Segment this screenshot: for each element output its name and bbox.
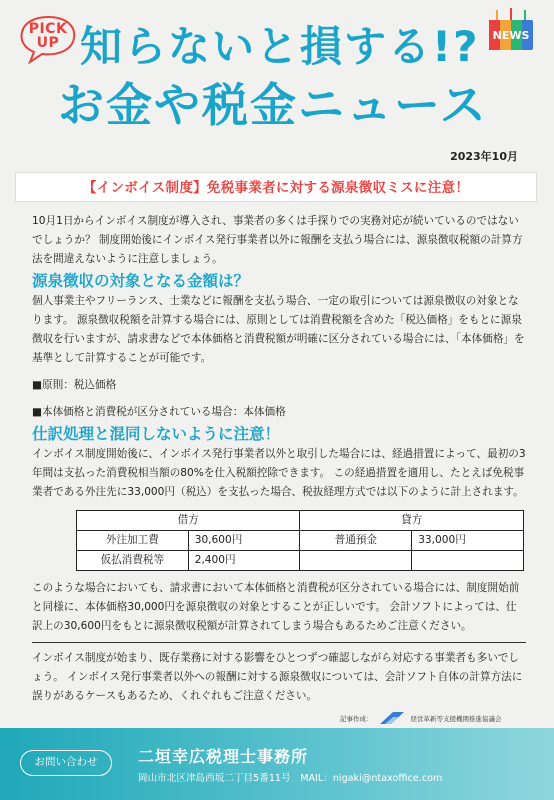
section2-paragraph: インボイス制度開始後に、インボイス発行事業者以外と取引した場合には、経過措置によって、最初の3年間は支払った消費税相当額の80%を仕入税額控除できます。 この経過措置を適用し、たとえば免税事業者である外注先に33,000円（税込）を支払った場合、税抜経理方式では以下のように計上されます。 bbox=[32, 448, 526, 498]
article-body bbox=[32, 212, 526, 706]
after-table-paragraph: このような場合においても、請求書において本体価格と消費税が区分されている場合には、制度開始前と同様に、本体価格30,000円を源泉徴収の対象とすることが正しいです。 会計ソフトによっては、仕訳上の30,600円をもとに源泉徴収税額が計算されてしまう場合もあるためご注意ください。 bbox=[32, 582, 520, 632]
table-cell: 30,600円 bbox=[188, 531, 300, 551]
main-title-line2: お金や税金ニュース bbox=[58, 78, 488, 132]
intro-paragraph: 10月1日からインボイス制度が導入され、事業者の多くは手探りでの実務対応が続いているのではないでしょうか？ 制度開始後にインボイス発行事業者以外に報酬を支払う場合には、源泉徴収税額の計算方法を間違えないように注意しましょう。 bbox=[32, 215, 523, 265]
journal-entry-table bbox=[76, 510, 524, 571]
table-cell: 仮払消費税等 bbox=[77, 551, 189, 571]
main-title-line1: 知らないと損する!? bbox=[80, 22, 480, 71]
pickup-text-line2: UP bbox=[36, 35, 60, 51]
office-address: 岡山市北区津島西坂二丁目5番11号 MAIL：nigaki@ntaxoffice.com bbox=[138, 773, 443, 784]
office-name: 二垣幸広税理士事務所 bbox=[138, 747, 309, 766]
author-credit bbox=[340, 711, 502, 725]
debit-header: 借方 bbox=[77, 511, 300, 531]
headline-banner bbox=[15, 172, 537, 202]
table-row bbox=[77, 531, 524, 551]
issue-date: 2023年10月 bbox=[450, 150, 518, 163]
rule-separated: ■本体価格と消費税が区分されている場合：本体価格 bbox=[32, 406, 286, 418]
closing-paragraph: インボイス制度が始まり、既存業務に対する影響をひとつずつ確認しながら対応する事業者も多いでしょう。 インボイス発行事業者以外への報酬に対する源泉徴収については、会計ソフト自体の計算方法に誤りがあるケースもあるため、くれぐれもご注意ください。 bbox=[32, 652, 523, 702]
table-header-row bbox=[77, 511, 524, 531]
author-label: 記事作成： bbox=[340, 714, 373, 723]
section1-paragraph: 個人事業主やフリーランス、士業などに報酬を支払う場合、一定の取引については源泉徴収の対象となります。 源泉徴収税額を計算する場合には、原則としては消費税額を含めた「税込価格」をもとに源泉徴収を行いますが、請求書などで本体価格と消費税額が明確に区分されている場合には、「本体価格」を基準として計算することが可能です。 bbox=[32, 295, 525, 364]
org-logo-icon bbox=[379, 711, 405, 725]
table-cell: 外注加工費 bbox=[77, 531, 189, 551]
table-cell: 33,000円 bbox=[412, 531, 524, 551]
table-cell bbox=[300, 551, 412, 571]
divider bbox=[32, 642, 526, 643]
credit-header: 貸方 bbox=[300, 511, 524, 531]
contact-button[interactable]: お問い合わせ bbox=[20, 750, 112, 776]
headline-text: 【インボイス制度】免税事業者に対する源泉徴収ミスに注意！ bbox=[82, 180, 470, 196]
pickup-badge bbox=[18, 14, 78, 64]
section2-heading: 仕訳処理と混同しないように注意！ bbox=[32, 425, 281, 443]
table-cell bbox=[412, 551, 524, 571]
table-cell: 2,400円 bbox=[188, 551, 300, 571]
section1-heading: 源泉徴収の対象となる金額は？ bbox=[32, 272, 250, 290]
author-org: 経営革新等支援機関推進協議会 bbox=[410, 714, 502, 723]
table-row bbox=[77, 551, 524, 571]
table-cell: 普通預金 bbox=[300, 531, 412, 551]
pickup-text-line1: PICK bbox=[28, 21, 68, 37]
news-label: NEWS bbox=[492, 29, 530, 42]
rule-principle: ■原則：税込価格 bbox=[32, 379, 117, 391]
